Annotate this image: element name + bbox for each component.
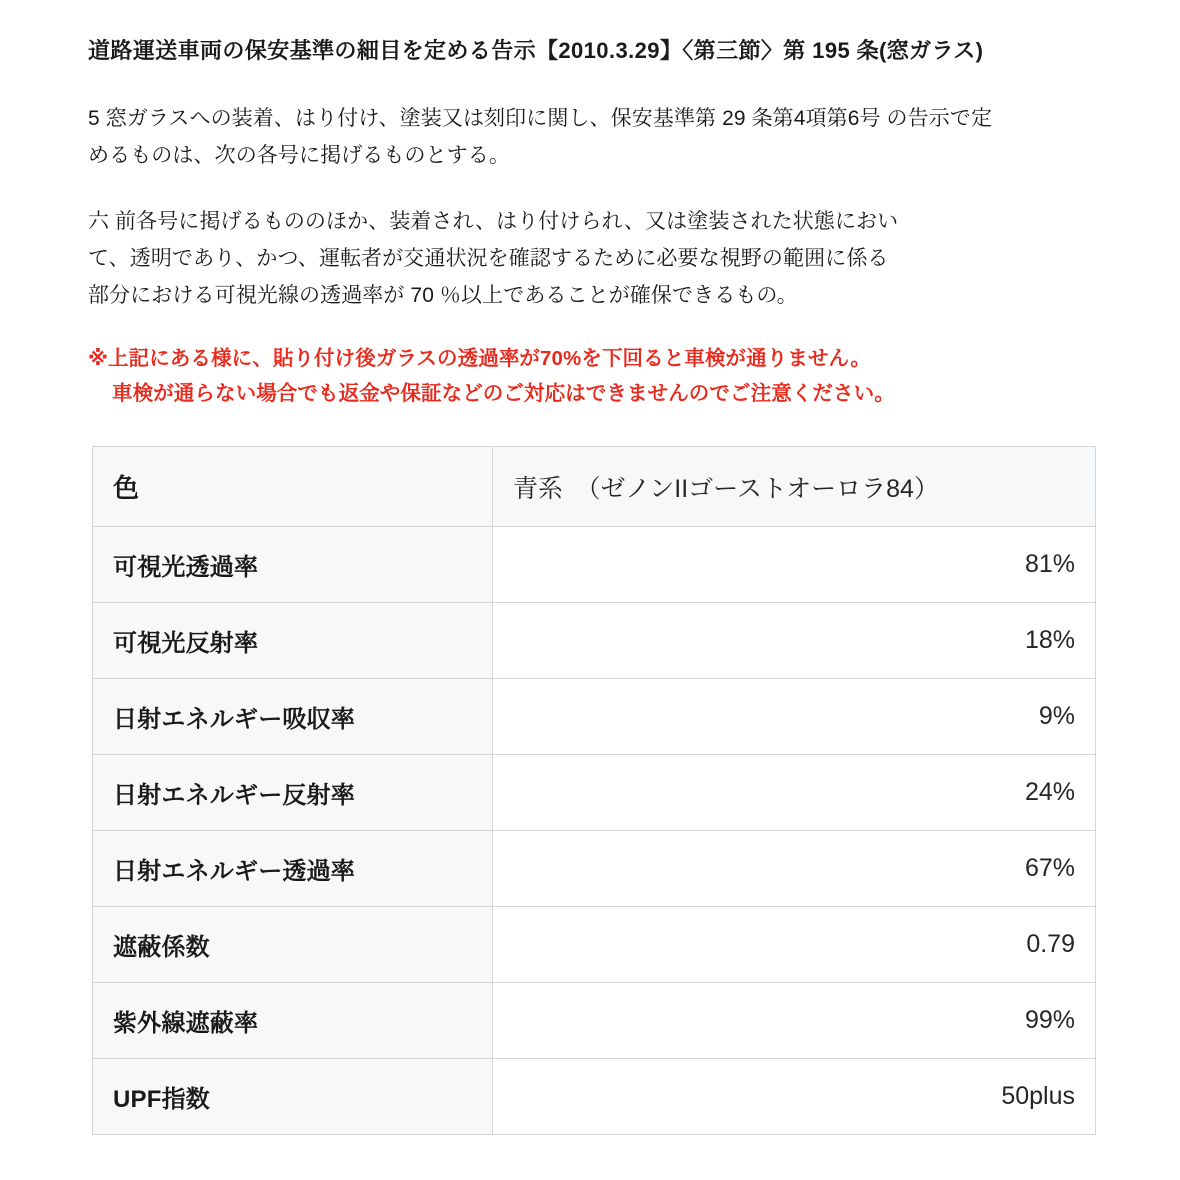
table-header-value: 青系 （ゼノンIIゴーストオーロラ84） [493,447,1096,527]
row-label: 日射エネルギー吸収率 [93,679,493,755]
spec-table [92,446,1096,1135]
paragraph-clause-6-line-3: 部分における可視光線の透過率が 70 ％以上であることが確保できるもの。 [88,283,798,307]
table-header-label: 色 [93,447,493,527]
paragraph-clause-5-line-1: 5 窓ガラスへの装着、はり付け、塗装又は刻印に関し、保安基準第 29 条第4項第6号 の告示で定 [88,106,993,130]
paragraph-clause-6 [88,204,1092,314]
table-row [93,1059,1096,1135]
row-value: 67% [493,831,1096,907]
warning-notice-line-2: 車検が通らない場合でも返金や保証などのご対応はできませんのでご注意ください。 [112,382,895,406]
warning-notice-line-1: ※上記にある様に、貼り付け後ガラスの透過率が70%を下回ると車検が通りません。 [88,346,871,370]
row-value: 99% [493,983,1096,1059]
table-row [93,907,1096,983]
table-row [93,983,1096,1059]
row-value: 24% [493,755,1096,831]
row-label: 可視光透過率 [93,527,493,603]
table-row [93,679,1096,755]
row-label: UPF指数 [93,1059,493,1135]
table-row [93,755,1096,831]
row-value: 18% [493,603,1096,679]
paragraph-clause-5 [88,101,1092,175]
table-row [93,527,1096,603]
page-title: 道路運送車両の保安基準の細目を定める告示【2010.3.29】〈第三節〉第 195 条(窓ガラス) [88,38,984,63]
row-value: 50plus [493,1059,1096,1135]
warning-notice [88,341,1092,413]
row-value: 0.79 [493,907,1096,983]
paragraph-clause-5-line-2: めるものは、次の各号に掲げるものとする。 [88,143,510,167]
paragraph-clause-6-line-2: て、透明であり、かつ、運転者が交通状況を確認するために必要な視野の範囲に係る [88,247,889,271]
row-value: 9% [493,679,1096,755]
row-label: 遮蔽係数 [93,907,493,983]
table-row-header [93,447,1096,527]
table-row [93,831,1096,907]
row-label: 可視光反射率 [93,603,493,679]
paragraph-clause-6-line-1: 六 前各号に掲げるもののほか、装着され、はり付けられ、又は塗装された状態におい [88,210,899,234]
table-row [93,603,1096,679]
row-label: 日射エネルギー反射率 [93,755,493,831]
row-label: 日射エネルギー透過率 [93,831,493,907]
row-value: 81% [493,527,1096,603]
row-label: 紫外線遮蔽率 [93,983,493,1059]
